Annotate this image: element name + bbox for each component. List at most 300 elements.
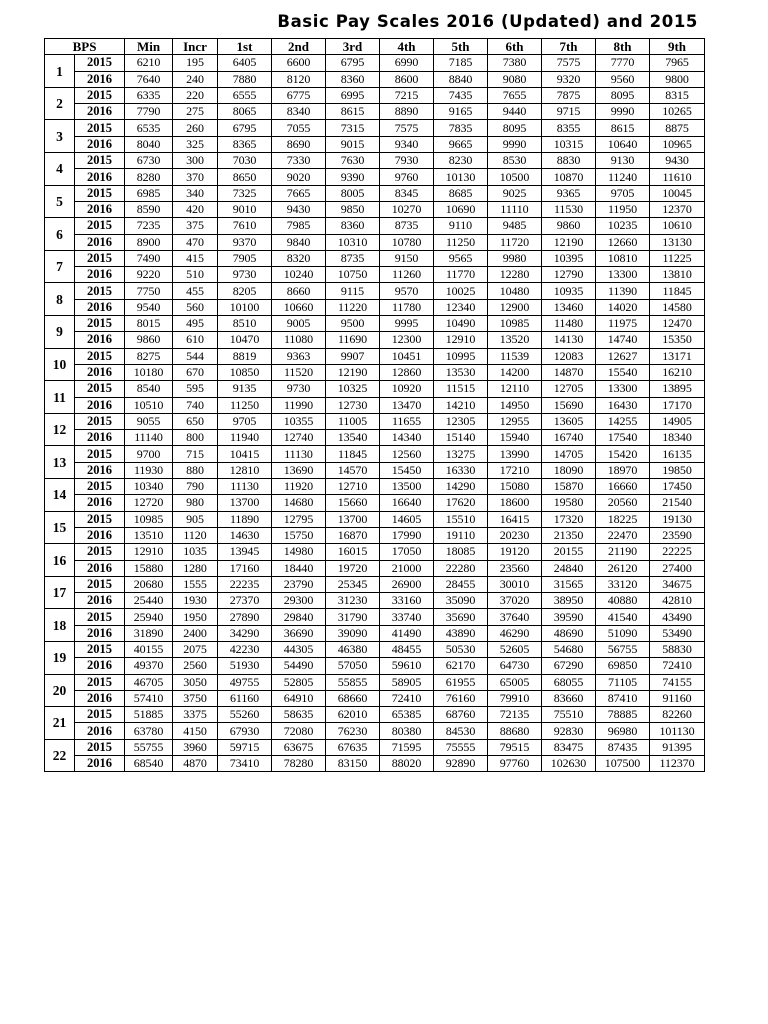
pay-value-cell: 36690 <box>272 625 326 641</box>
pay-value-cell: 51090 <box>596 625 650 641</box>
pay-value-cell: 59715 <box>218 739 272 755</box>
pay-value-cell: 8735 <box>326 250 380 266</box>
pay-value-cell: 9980 <box>488 250 542 266</box>
pay-value-cell: 7875 <box>542 87 596 103</box>
pay-value-cell: 9570 <box>380 283 434 299</box>
pay-value-cell: 71595 <box>380 739 434 755</box>
pay-value-cell: 6795 <box>218 120 272 136</box>
pay-value-cell: 11250 <box>434 234 488 250</box>
year-cell: 2016 <box>75 234 125 250</box>
pay-value-cell: 9130 <box>596 153 650 169</box>
pay-value-cell: 980 <box>173 495 218 511</box>
pay-value-cell: 18225 <box>596 511 650 527</box>
pay-value-cell: 715 <box>173 446 218 462</box>
table-row <box>45 185 705 201</box>
year-cell: 2016 <box>75 625 125 641</box>
year-cell: 2016 <box>75 136 125 152</box>
pay-value-cell: 7315 <box>326 120 380 136</box>
pay-value-cell: 11240 <box>596 169 650 185</box>
pay-value-cell: 11930 <box>125 462 173 478</box>
pay-value-cell: 51885 <box>125 707 173 723</box>
pay-value-cell: 13275 <box>434 446 488 462</box>
pay-value-cell: 7575 <box>380 120 434 136</box>
year-cell: 2016 <box>75 560 125 576</box>
pay-value-cell: 10355 <box>272 413 326 429</box>
pay-value-cell: 30010 <box>488 576 542 592</box>
pay-value-cell: 33120 <box>596 576 650 592</box>
pay-value-cell: 11130 <box>272 446 326 462</box>
pay-value-cell: 27370 <box>218 593 272 609</box>
pay-value-cell: 33160 <box>380 593 434 609</box>
pay-value-cell: 9220 <box>125 267 173 283</box>
pay-value-cell: 495 <box>173 316 218 332</box>
pay-value-cell: 415 <box>173 250 218 266</box>
pay-value-cell: 10235 <box>596 218 650 234</box>
pay-value-cell: 12470 <box>650 316 705 332</box>
pay-value-cell: 10180 <box>125 364 173 380</box>
pay-value-cell: 44305 <box>272 641 326 657</box>
pay-value-cell: 6555 <box>218 87 272 103</box>
year-cell: 2016 <box>75 690 125 706</box>
pay-value-cell: 83150 <box>326 756 380 772</box>
pay-value-cell: 9135 <box>218 381 272 397</box>
pay-value-cell: 14210 <box>434 397 488 413</box>
pay-value-cell: 10920 <box>380 381 434 397</box>
pay-value-cell: 2400 <box>173 625 218 641</box>
pay-value-cell: 9080 <box>488 71 542 87</box>
bps-grade-cell: 17 <box>45 576 75 609</box>
pay-value-cell: 75555 <box>434 739 488 755</box>
pay-value-cell: 9705 <box>218 413 272 429</box>
pay-value-cell: 3750 <box>173 690 218 706</box>
pay-value-cell: 9907 <box>326 348 380 364</box>
table-row <box>45 609 705 625</box>
pay-value-cell: 11655 <box>380 413 434 429</box>
pay-value-cell: 23590 <box>650 527 705 543</box>
pay-value-cell: 37640 <box>488 609 542 625</box>
pay-value-cell: 8120 <box>272 71 326 87</box>
table-row <box>45 104 705 120</box>
pay-value-cell: 15140 <box>434 430 488 446</box>
pay-value-cell: 71105 <box>596 674 650 690</box>
year-cell: 2016 <box>75 169 125 185</box>
pay-value-cell: 9700 <box>125 446 173 462</box>
pay-value-cell: 1035 <box>173 544 218 560</box>
pay-value-cell: 9320 <box>542 71 596 87</box>
pay-value-cell: 7215 <box>380 87 434 103</box>
table-row <box>45 87 705 103</box>
pay-value-cell: 18970 <box>596 462 650 478</box>
pay-value-cell: 31565 <box>542 576 596 592</box>
pay-value-cell: 11950 <box>596 201 650 217</box>
table-row <box>45 625 705 641</box>
pay-value-cell: 544 <box>173 348 218 364</box>
bps-grade-cell: 5 <box>45 185 75 218</box>
pay-value-cell: 40155 <box>125 641 173 657</box>
pay-value-cell: 35690 <box>434 609 488 625</box>
bps-grade-cell: 14 <box>45 479 75 512</box>
pay-value-cell: 1120 <box>173 527 218 543</box>
pay-value-cell: 15750 <box>272 527 326 543</box>
pay-value-cell: 56755 <box>596 641 650 657</box>
pay-value-cell: 29840 <box>272 609 326 625</box>
pay-value-cell: 13300 <box>596 381 650 397</box>
pay-value-cell: 9370 <box>218 234 272 250</box>
pay-value-cell: 13690 <box>272 462 326 478</box>
pay-value-cell: 15510 <box>434 511 488 527</box>
pay-value-cell: 10935 <box>542 283 596 299</box>
pay-value-cell: 510 <box>173 267 218 283</box>
pay-value-cell: 37020 <box>488 593 542 609</box>
pay-value-cell: 33740 <box>380 609 434 625</box>
pay-value-cell: 17160 <box>218 560 272 576</box>
pay-value-cell: 6730 <box>125 153 173 169</box>
pay-value-cell: 10470 <box>218 332 272 348</box>
pay-value-cell: 75510 <box>542 707 596 723</box>
pay-value-cell: 63675 <box>272 739 326 755</box>
pay-value-cell: 8510 <box>218 316 272 332</box>
pay-value-cell: 19720 <box>326 560 380 576</box>
table-row <box>45 690 705 706</box>
table-row <box>45 707 705 723</box>
bps-grade-cell: 18 <box>45 609 75 642</box>
bps-grade-cell: 2 <box>45 87 75 120</box>
table-row <box>45 120 705 136</box>
pay-value-cell: 13470 <box>380 397 434 413</box>
pay-value-cell: 10025 <box>434 283 488 299</box>
header-9th: 9th <box>650 39 705 55</box>
pay-value-cell: 10130 <box>434 169 488 185</box>
pay-value-cell: 7665 <box>272 185 326 201</box>
pay-value-cell: 12730 <box>326 397 380 413</box>
pay-value-cell: 8830 <box>542 153 596 169</box>
pay-value-cell: 10510 <box>125 397 173 413</box>
pay-value-cell: 15870 <box>542 479 596 495</box>
pay-value-cell: 14950 <box>488 397 542 413</box>
pay-value-cell: 22225 <box>650 544 705 560</box>
table-row <box>45 153 705 169</box>
pay-value-cell: 8615 <box>326 104 380 120</box>
pay-value-cell: 8315 <box>650 87 705 103</box>
bps-grade-cell: 13 <box>45 446 75 479</box>
pay-value-cell: 14605 <box>380 511 434 527</box>
pay-value-cell: 8275 <box>125 348 173 364</box>
table-row <box>45 283 705 299</box>
pay-value-cell: 12790 <box>542 267 596 283</box>
pay-value-cell: 41490 <box>380 625 434 641</box>
pay-value-cell: 20560 <box>596 495 650 511</box>
pay-value-cell: 14870 <box>542 364 596 380</box>
pay-value-cell: 10310 <box>326 234 380 250</box>
pay-value-cell: 22470 <box>596 527 650 543</box>
pay-value-cell: 9800 <box>650 71 705 87</box>
pay-value-cell: 8365 <box>218 136 272 152</box>
pay-value-cell: 560 <box>173 299 218 315</box>
pay-value-cell: 7435 <box>434 87 488 103</box>
pay-value-cell: 92830 <box>542 723 596 739</box>
year-cell: 2016 <box>75 658 125 674</box>
pay-value-cell: 7055 <box>272 120 326 136</box>
pay-value-cell: 1555 <box>173 576 218 592</box>
pay-value-cell: 9340 <box>380 136 434 152</box>
pay-value-cell: 610 <box>173 332 218 348</box>
pay-value-cell: 83475 <box>542 739 596 755</box>
pay-value-cell: 14340 <box>380 430 434 446</box>
pay-value-cell: 17210 <box>488 462 542 478</box>
pay-value-cell: 49370 <box>125 658 173 674</box>
pay-value-cell: 12810 <box>218 462 272 478</box>
pay-value-cell: 8690 <box>272 136 326 152</box>
pay-value-cell: 72135 <box>488 707 542 723</box>
pay-value-cell: 43890 <box>434 625 488 641</box>
pay-value-cell: 11110 <box>488 201 542 217</box>
pay-value-cell: 9565 <box>434 250 488 266</box>
pay-value-cell: 13700 <box>326 511 380 527</box>
pay-value-cell: 64730 <box>488 658 542 674</box>
bps-grade-cell: 12 <box>45 413 75 446</box>
pay-value-cell: 72080 <box>272 723 326 739</box>
pay-value-cell: 12280 <box>488 267 542 283</box>
pay-value-cell: 69850 <box>596 658 650 674</box>
pay-value-cell: 42810 <box>650 593 705 609</box>
table-row <box>45 55 705 71</box>
pay-value-cell: 790 <box>173 479 218 495</box>
pay-value-cell: 34675 <box>650 576 705 592</box>
pay-value-cell: 18340 <box>650 430 705 446</box>
pay-value-cell: 12300 <box>380 332 434 348</box>
pay-value-cell: 10640 <box>596 136 650 152</box>
pay-value-cell: 12710 <box>326 479 380 495</box>
year-cell: 2015 <box>75 250 125 266</box>
pay-value-cell: 58830 <box>650 641 705 657</box>
pay-value-cell: 102630 <box>542 756 596 772</box>
pay-value-cell: 40880 <box>596 593 650 609</box>
pay-value-cell: 7655 <box>488 87 542 103</box>
year-cell: 2016 <box>75 430 125 446</box>
header-6th: 6th <box>488 39 542 55</box>
pay-value-cell: 9715 <box>542 104 596 120</box>
pay-value-cell: 11515 <box>434 381 488 397</box>
pay-value-cell: 13540 <box>326 430 380 446</box>
pay-value-cell: 9665 <box>434 136 488 152</box>
pay-value-cell: 9110 <box>434 218 488 234</box>
pay-value-cell: 10270 <box>380 201 434 217</box>
pay-value-cell: 11539 <box>488 348 542 364</box>
pay-value-cell: 73410 <box>218 756 272 772</box>
pay-value-cell: 6405 <box>218 55 272 71</box>
pay-value-cell: 11940 <box>218 430 272 446</box>
pay-value-cell: 14905 <box>650 413 705 429</box>
pay-value-cell: 13895 <box>650 381 705 397</box>
pay-value-cell: 7380 <box>488 55 542 71</box>
pay-value-cell: 65385 <box>380 707 434 723</box>
table-row <box>45 756 705 772</box>
pay-value-cell: 11260 <box>380 267 434 283</box>
header-3rd: 3rd <box>326 39 380 55</box>
year-cell: 2015 <box>75 576 125 592</box>
pay-scale-table <box>44 38 705 772</box>
pay-value-cell: 55755 <box>125 739 173 755</box>
pay-value-cell: 9730 <box>218 267 272 283</box>
pay-value-cell: 8735 <box>380 218 434 234</box>
pay-value-cell: 16135 <box>650 446 705 462</box>
pay-value-cell: 7490 <box>125 250 173 266</box>
pay-value-cell: 9560 <box>596 71 650 87</box>
pay-value-cell: 7930 <box>380 153 434 169</box>
pay-value-cell: 11140 <box>125 430 173 446</box>
pay-value-cell: 12560 <box>380 446 434 462</box>
pay-value-cell: 10660 <box>272 299 326 315</box>
pay-value-cell: 12860 <box>380 364 434 380</box>
pay-value-cell: 7985 <box>272 218 326 234</box>
pay-value-cell: 72410 <box>380 690 434 706</box>
table-row <box>45 267 705 283</box>
pay-value-cell: 13945 <box>218 544 272 560</box>
pay-value-cell: 107500 <box>596 756 650 772</box>
pay-value-cell: 13990 <box>488 446 542 462</box>
pay-value-cell: 13460 <box>542 299 596 315</box>
pay-value-cell: 7325 <box>218 185 272 201</box>
pay-value-cell: 9730 <box>272 381 326 397</box>
pay-value-cell: 14200 <box>488 364 542 380</box>
table-row <box>45 723 705 739</box>
pay-value-cell: 12705 <box>542 381 596 397</box>
pay-value-cell: 4870 <box>173 756 218 772</box>
pay-value-cell: 12627 <box>596 348 650 364</box>
pay-value-cell: 42230 <box>218 641 272 657</box>
table-row <box>45 479 705 495</box>
bps-grade-cell: 15 <box>45 511 75 544</box>
pay-value-cell: 38950 <box>542 593 596 609</box>
pay-value-cell: 9860 <box>542 218 596 234</box>
year-cell: 2015 <box>75 511 125 527</box>
bps-grade-cell: 21 <box>45 707 75 740</box>
pay-value-cell: 9840 <box>272 234 326 250</box>
pay-value-cell: 46380 <box>326 641 380 657</box>
pay-value-cell: 10045 <box>650 185 705 201</box>
pay-value-cell: 65005 <box>488 674 542 690</box>
pay-value-cell: 13605 <box>542 413 596 429</box>
pay-value-cell: 275 <box>173 104 218 120</box>
year-cell: 2016 <box>75 71 125 87</box>
bps-grade-cell: 9 <box>45 316 75 349</box>
pay-value-cell: 13171 <box>650 348 705 364</box>
pay-value-cell: 53490 <box>650 625 705 641</box>
pay-value-cell: 11080 <box>272 332 326 348</box>
year-cell: 2015 <box>75 87 125 103</box>
pay-value-cell: 8205 <box>218 283 272 299</box>
pay-value-cell: 10750 <box>326 267 380 283</box>
pay-value-cell: 63780 <box>125 723 173 739</box>
pay-value-cell: 62010 <box>326 707 380 723</box>
pay-value-cell: 905 <box>173 511 218 527</box>
pay-value-cell: 11920 <box>272 479 326 495</box>
pay-value-cell: 2560 <box>173 658 218 674</box>
year-cell: 2015 <box>75 413 125 429</box>
pay-value-cell: 9990 <box>596 104 650 120</box>
pay-value-cell: 8685 <box>434 185 488 201</box>
pay-value-cell: 325 <box>173 136 218 152</box>
pay-value-cell: 8890 <box>380 104 434 120</box>
pay-value-cell: 19130 <box>650 511 705 527</box>
pay-value-cell: 6210 <box>125 55 173 71</box>
pay-value-cell: 7610 <box>218 218 272 234</box>
pay-value-cell: 72410 <box>650 658 705 674</box>
pay-value-cell: 4150 <box>173 723 218 739</box>
year-cell: 2015 <box>75 55 125 71</box>
pay-value-cell: 8355 <box>542 120 596 136</box>
pay-value-cell: 9540 <box>125 299 173 315</box>
table-row <box>45 560 705 576</box>
pay-value-cell: 76230 <box>326 723 380 739</box>
pay-value-cell: 800 <box>173 430 218 446</box>
pay-value-cell: 59610 <box>380 658 434 674</box>
table-row <box>45 381 705 397</box>
table-row <box>45 250 705 266</box>
pay-value-cell: 46705 <box>125 674 173 690</box>
pay-value-cell: 14130 <box>542 332 596 348</box>
pay-value-cell: 23560 <box>488 560 542 576</box>
bps-grade-cell: 20 <box>45 674 75 707</box>
pay-value-cell: 8345 <box>380 185 434 201</box>
pay-value-cell: 17620 <box>434 495 488 511</box>
pay-value-cell: 10340 <box>125 479 173 495</box>
year-cell: 2016 <box>75 397 125 413</box>
pay-value-cell: 455 <box>173 283 218 299</box>
pay-value-cell: 55260 <box>218 707 272 723</box>
pay-value-cell: 79910 <box>488 690 542 706</box>
pay-value-cell: 7770 <box>596 55 650 71</box>
year-cell: 2015 <box>75 316 125 332</box>
pay-value-cell: 19110 <box>434 527 488 543</box>
pay-value-cell: 9150 <box>380 250 434 266</box>
pay-value-cell: 11845 <box>650 283 705 299</box>
pay-value-cell: 8320 <box>272 250 326 266</box>
header-bps: BPS <box>45 39 125 55</box>
pay-value-cell: 21190 <box>596 544 650 560</box>
pay-value-cell: 11005 <box>326 413 380 429</box>
pay-value-cell: 58905 <box>380 674 434 690</box>
year-cell: 2015 <box>75 283 125 299</box>
table-row <box>45 593 705 609</box>
pay-value-cell: 11770 <box>434 267 488 283</box>
pay-value-cell: 11480 <box>542 316 596 332</box>
pay-value-cell: 74155 <box>650 674 705 690</box>
pay-value-cell: 22235 <box>218 576 272 592</box>
pay-value-cell: 9015 <box>326 136 380 152</box>
pay-value-cell: 14570 <box>326 462 380 478</box>
pay-value-cell: 12795 <box>272 511 326 527</box>
pay-value-cell: 20230 <box>488 527 542 543</box>
pay-value-cell: 21000 <box>380 560 434 576</box>
header-8th: 8th <box>596 39 650 55</box>
pay-value-cell: 8095 <box>596 87 650 103</box>
pay-value-cell: 9485 <box>488 218 542 234</box>
pay-value-cell: 12370 <box>650 201 705 217</box>
pay-value-cell: 8015 <box>125 316 173 332</box>
pay-value-cell: 9995 <box>380 316 434 332</box>
pay-value-cell: 14980 <box>272 544 326 560</box>
pay-value-cell: 17320 <box>542 511 596 527</box>
pay-value-cell: 11610 <box>650 169 705 185</box>
pay-value-cell: 8360 <box>326 218 380 234</box>
pay-value-cell: 6990 <box>380 55 434 71</box>
pay-value-cell: 10500 <box>488 169 542 185</box>
pay-value-cell: 10325 <box>326 381 380 397</box>
pay-value-cell: 19580 <box>542 495 596 511</box>
pay-value-cell: 11975 <box>596 316 650 332</box>
pay-value-cell: 2075 <box>173 641 218 657</box>
